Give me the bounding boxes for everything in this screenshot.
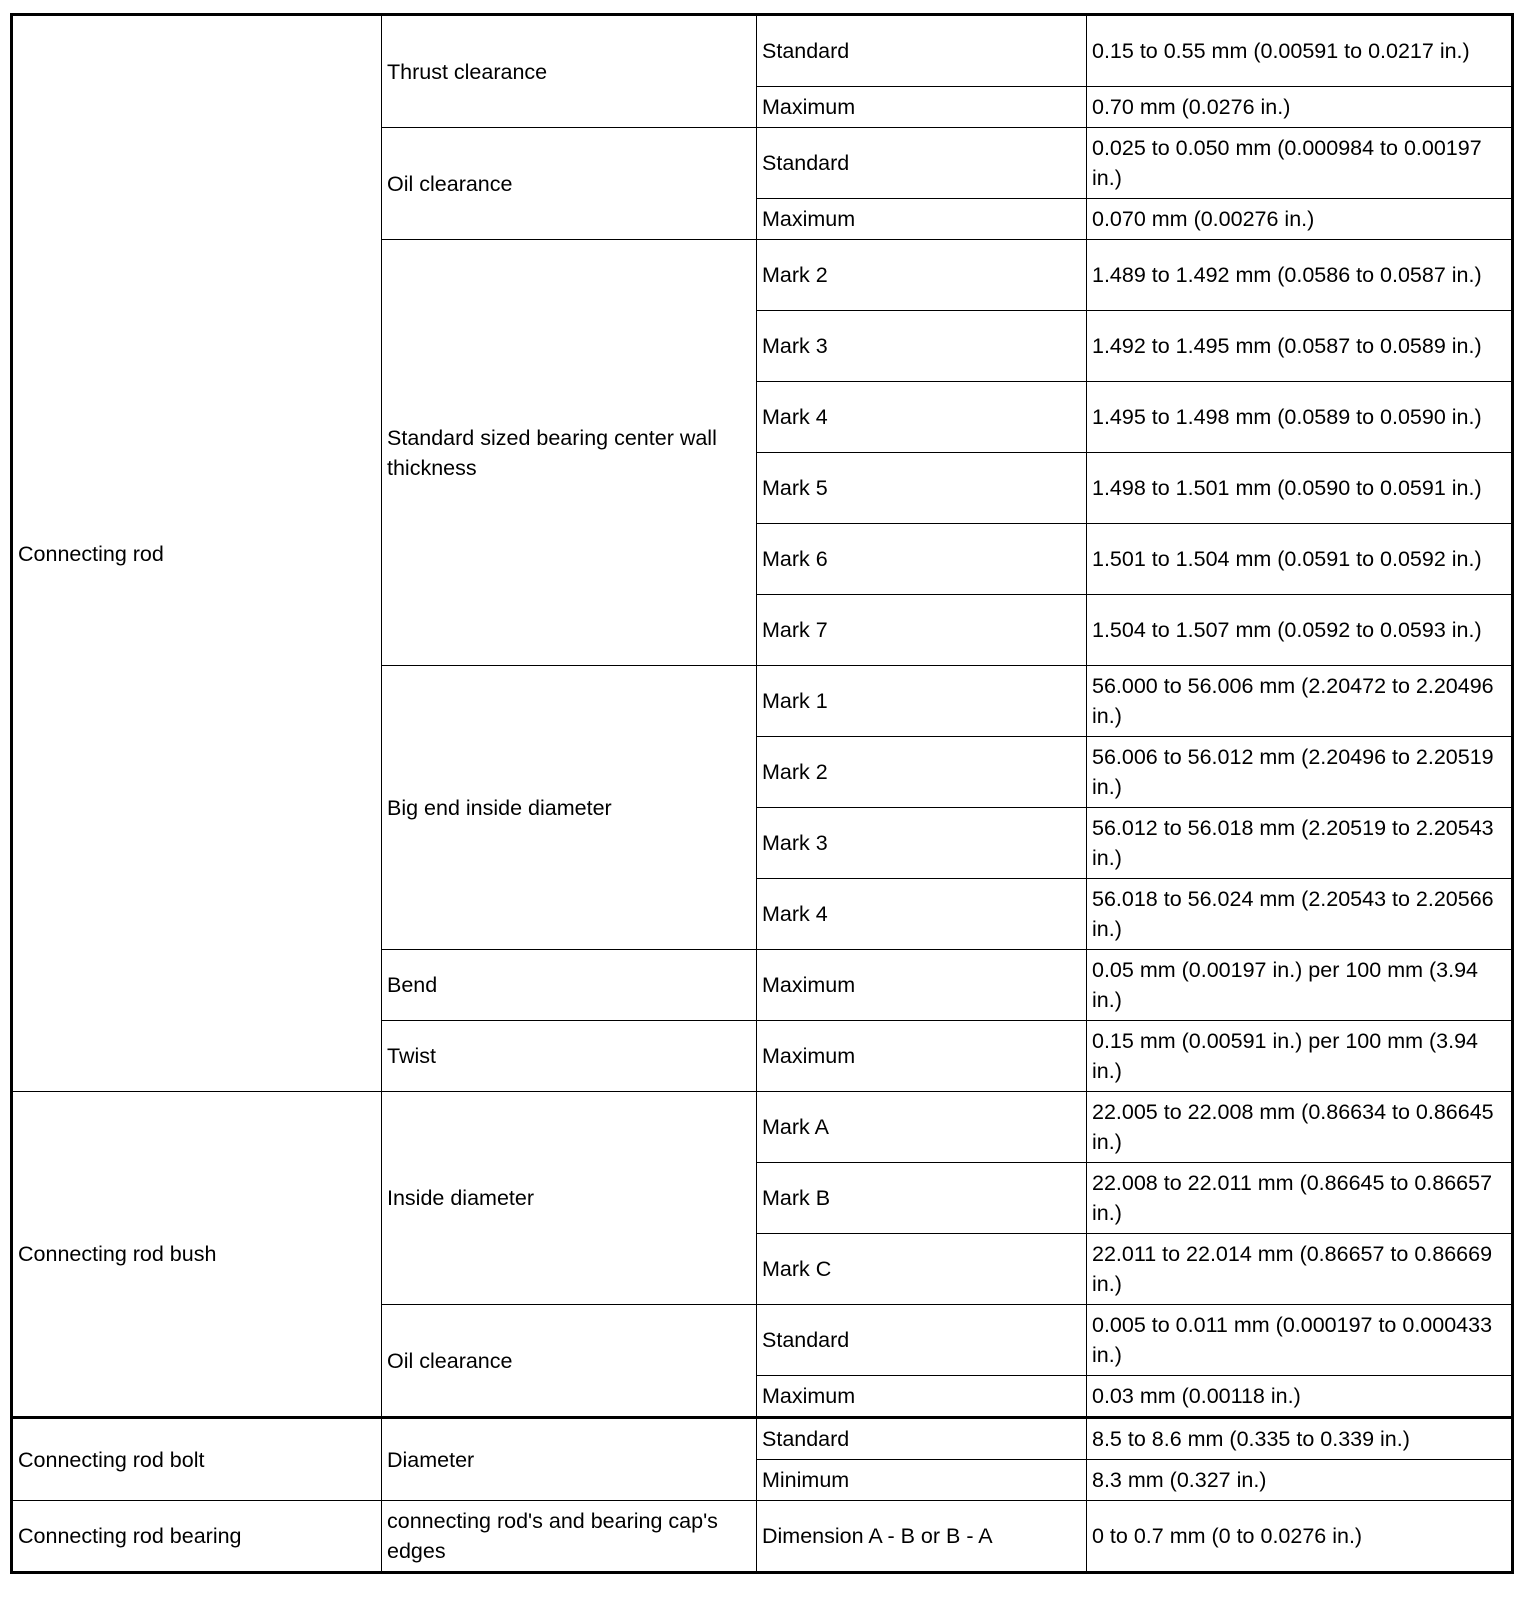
item-cell: Twist — [382, 1021, 757, 1092]
table-row — [12, 15, 1513, 87]
value-cell: 22.008 to 22.011 mm (0.86645 to 0.86657 in.) — [1087, 1163, 1513, 1234]
item-cell: Diameter — [382, 1418, 757, 1501]
table-row — [12, 1501, 1513, 1573]
value-cell: 56.012 to 56.018 mm (2.20519 to 2.20543 in.) — [1087, 808, 1513, 879]
value-cell: 0.70 mm (0.0276 in.) — [1087, 87, 1513, 128]
part-cell: Connecting rod — [12, 15, 382, 1092]
condition-cell: Mark 6 — [757, 524, 1087, 595]
value-cell: 0.03 mm (0.00118 in.) — [1087, 1376, 1513, 1418]
condition-cell: Dimension A - B or B - A — [757, 1501, 1087, 1573]
condition-cell: Maximum — [757, 950, 1087, 1021]
value-cell: 1.492 to 1.495 mm (0.0587 to 0.0589 in.) — [1087, 311, 1513, 382]
condition-cell: Standard — [757, 128, 1087, 199]
condition-cell: Mark 2 — [757, 240, 1087, 311]
condition-cell: Mark 7 — [757, 595, 1087, 666]
part-cell: Connecting rod bush — [12, 1092, 382, 1418]
value-cell: 0.070 mm (0.00276 in.) — [1087, 199, 1513, 240]
condition-cell: Standard — [757, 15, 1087, 87]
condition-cell: Mark 2 — [757, 737, 1087, 808]
value-cell: 8.5 to 8.6 mm (0.335 to 0.339 in.) — [1087, 1418, 1513, 1460]
part-cell: Connecting rod bolt — [12, 1418, 382, 1501]
value-cell: 1.489 to 1.492 mm (0.0586 to 0.0587 in.) — [1087, 240, 1513, 311]
table-row — [12, 1418, 1513, 1460]
condition-cell: Standard — [757, 1418, 1087, 1460]
condition-cell: Mark A — [757, 1092, 1087, 1163]
condition-cell: Mark 1 — [757, 666, 1087, 737]
value-cell: 1.501 to 1.504 mm (0.0591 to 0.0592 in.) — [1087, 524, 1513, 595]
value-cell: 0.05 mm (0.00197 in.) per 100 mm (3.94 in.) — [1087, 950, 1513, 1021]
condition-cell: Mark 3 — [757, 808, 1087, 879]
specification-table — [10, 13, 1514, 1574]
item-cell: Bend — [382, 950, 757, 1021]
value-cell: 1.498 to 1.501 mm (0.0590 to 0.0591 in.) — [1087, 453, 1513, 524]
value-cell: 56.000 to 56.006 mm (2.20472 to 2.20496 in.) — [1087, 666, 1513, 737]
item-cell: Oil clearance — [382, 128, 757, 240]
condition-cell: Maximum — [757, 87, 1087, 128]
item-cell: Standard sized bearing center wall thickness — [382, 240, 757, 666]
value-cell: 0.025 to 0.050 mm (0.000984 to 0.00197 in.) — [1087, 128, 1513, 199]
condition-cell: Mark 5 — [757, 453, 1087, 524]
item-cell: Big end inside diameter — [382, 666, 757, 950]
condition-cell: Mark 4 — [757, 879, 1087, 950]
item-cell: Thrust clearance — [382, 15, 757, 128]
value-cell: 22.011 to 22.014 mm (0.86657 to 0.86669 in.) — [1087, 1234, 1513, 1305]
condition-cell: Mark C — [757, 1234, 1087, 1305]
value-cell: 0 to 0.7 mm (0 to 0.0276 in.) — [1087, 1501, 1513, 1573]
condition-cell: Minimum — [757, 1460, 1087, 1501]
condition-cell: Maximum — [757, 199, 1087, 240]
table-row — [12, 1092, 1513, 1163]
item-cell: Inside diameter — [382, 1092, 757, 1305]
value-cell: 0.15 mm (0.00591 in.) per 100 mm (3.94 in.) — [1087, 1021, 1513, 1092]
condition-cell: Mark B — [757, 1163, 1087, 1234]
value-cell: 0.15 to 0.55 mm (0.00591 to 0.0217 in.) — [1087, 15, 1513, 87]
value-cell: 1.504 to 1.507 mm (0.0592 to 0.0593 in.) — [1087, 595, 1513, 666]
item-cell: Oil clearance — [382, 1305, 757, 1418]
value-cell: 8.3 mm (0.327 in.) — [1087, 1460, 1513, 1501]
item-cell: connecting rod's and bearing cap's edges — [382, 1501, 757, 1573]
value-cell: 22.005 to 22.008 mm (0.86634 to 0.86645 in.) — [1087, 1092, 1513, 1163]
value-cell: 56.006 to 56.012 mm (2.20496 to 2.20519 in.) — [1087, 737, 1513, 808]
value-cell: 1.495 to 1.498 mm (0.0589 to 0.0590 in.) — [1087, 382, 1513, 453]
condition-cell: Maximum — [757, 1021, 1087, 1092]
condition-cell: Maximum — [757, 1376, 1087, 1418]
value-cell: 0.005 to 0.011 mm (0.000197 to 0.000433 in.) — [1087, 1305, 1513, 1376]
condition-cell: Mark 3 — [757, 311, 1087, 382]
condition-cell: Mark 4 — [757, 382, 1087, 453]
condition-cell: Standard — [757, 1305, 1087, 1376]
part-cell: Connecting rod bearing — [12, 1501, 382, 1573]
value-cell: 56.018 to 56.024 mm (2.20543 to 2.20566 in.) — [1087, 879, 1513, 950]
